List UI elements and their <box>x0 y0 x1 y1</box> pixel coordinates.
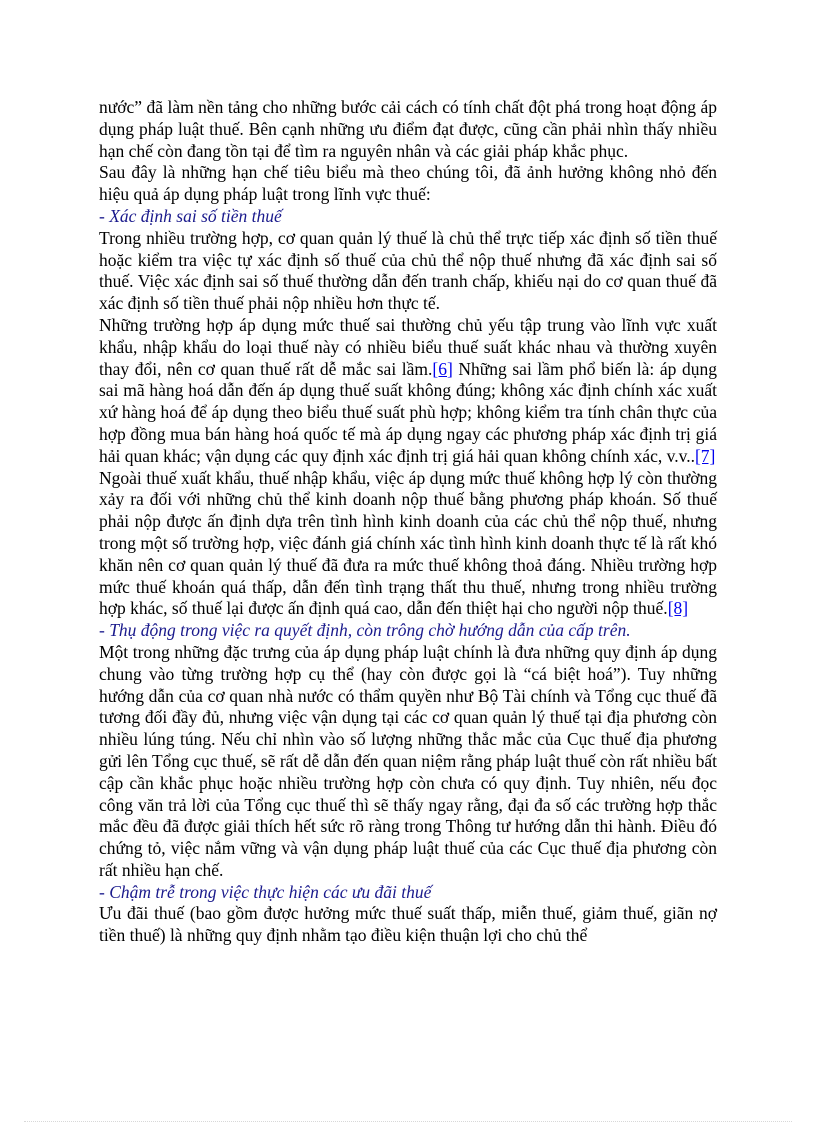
heading-dash: - <box>99 881 110 902</box>
paragraph-7: Ưu đãi thuế (bao gồm được hưởng mức thuế suất thấp, miễn thuế, giảm thuế, giãn nợ tiền thuế) là những quy định nhằm tạo điều kiện thuận lợi cho chủ thể <box>99 903 717 946</box>
page-bottom-divider <box>24 1121 792 1122</box>
paragraph-text: Những trường hợp áp dụng mức thuế sai thường chủ yếu tập trung vào lĩnh vực xuất khẩu, nhập khẩu do loại thuế này có nhiều biểu thuế suất khác nhau và thường xuyên thay đổi, nên cơ quan thuế rất dễ mắc sai lầm. <box>99 314 717 379</box>
paragraph-text: Những sai lầm phổ biến là: áp dụng sai mã hàng hoá dẫn đến áp dụng thuế suất không đúng; không xác định chính xác xuất xứ hàng hoá để áp dụng theo biểu thuế suất phù hợp; không kiểm tra tính chân thực của hợp đồng mua bán hàng hoá quốc tế mà áp dụng ngay các phương pháp xác định trị giá hải quan khác; vận dụng các quy định xác định trị giá hải quan không chính xác, v.v.. <box>99 358 717 466</box>
footnote-link-6[interactable]: [6] <box>432 358 453 379</box>
heading-text: Chậm trễ trong việc thực hiện các ưu đãi thuế <box>109 881 432 902</box>
section-heading-wrong-tax-amount <box>99 206 717 228</box>
paragraph-5 <box>99 468 717 621</box>
document-body <box>99 97 717 947</box>
heading-text: Xác định sai số tiền thuế <box>109 205 282 226</box>
heading-dash: - <box>99 205 110 226</box>
paragraph-6: Một trong những đặc trưng của áp dụng pháp luật chính là đưa những quy định áp dụng chung vào từng trường hợp cụ thể (hay còn được gọi là “cá biệt hoá”). Tuy những hướng dẫn của cơ quan nhà nước có thẩm quyền như Bộ Tài chính và Tổng cục thuế đã tương đối đầy đủ, nhưng việc vận dụng tại các cơ quan quản lý thuế tại địa phương còn nhiều lúng túng. Nếu chỉ nhìn vào số lượng những thắc mắc của Cục thuế địa phương gửi lên Tổng cục thuế, sẽ rất dễ dẫn đến quan niệm rằng pháp luật thuế còn rất nhiều bất cập cần khắc phục hoặc nhiều trường hợp còn chưa có quy định. Tuy nhiên, nếu đọc công văn trả lời của Tổng cục thuế thì sẽ thấy ngay rằng, đại đa số các trường hợp thắc mắc đều đã được giải thích hết sức rõ ràng trong Thông tư hướng dẫn thi hành. Điều đó chứng tỏ, việc nắm vững và vận dụng pháp luật thuế của các Cục thuế địa phương còn rất nhiều hạn chế. <box>99 641 717 880</box>
paragraph-1: nước” đã làm nền tảng cho những bước cải cách có tính chất đột phá trong hoạt động áp dụng pháp luật thuế. Bên cạnh những ưu điểm đạt được, cũng cần phải nhìn thấy nhiều hạn chế còn đang tồn tại để tìm ra nguyên nhân và các giải pháp khắc phục. <box>99 97 717 161</box>
paragraph-text: Ngoài thuế xuất khẩu, thuế nhập khẩu, việc áp dụng mức thuế không hợp lý còn thường xảy ra đối với những chủ thể kinh doanh nộp thuế bằng phương pháp khoán. Số thuế phải nộp được ấn định dựa trên tình hình kinh doanh của các chủ thể nộp thuế, nhưng trong một số trường hợp, việc đánh giá chính xác tình hình kinh doanh thực tế là rất khó khăn nên cơ quan quản lý thuế đã đưa ra mức thuế không thoả đáng. Nhiều trường hợp mức thuế khoán quá thấp, dẫn đến tình trạng thất thu thuế, nhưng trong nhiều trường hợp khác, số thuế lại được ấn định quá cao, dẫn đến thiệt hại cho người nộp thuế. <box>99 467 717 619</box>
heading-text: Thụ động trong việc ra quyết định, còn trông chờ hướng dẫn của cấp trên. <box>109 620 631 641</box>
paragraph-4 <box>99 315 717 468</box>
footnote-link-8[interactable]: [8] <box>667 598 689 619</box>
heading-dash: - <box>99 620 110 641</box>
footnote-link-7[interactable]: [7] <box>694 445 716 466</box>
paragraph-2: Sau đây là những hạn chế tiêu biểu mà theo chúng tôi, đã ảnh hưởng không nhỏ đến hiệu quả áp dụng pháp luật trong lĩnh vực thuế: <box>99 162 717 205</box>
paragraph-3: Trong nhiều trường hợp, cơ quan quản lý thuế là chủ thể trực tiếp xác định số tiền thuế hoặc kiểm tra việc tự xác định số thuế của chủ thể nộp thuế nhưng đã xác định sai số thuế. Việc xác định sai số thuế thường dẫn đến tranh chấp, khiếu nại do cơ quan thuế đã xác định số tiền thuế phải nộp nhiều hơn thực tế. <box>99 227 717 314</box>
section-heading-delayed-incentives <box>99 882 717 904</box>
section-heading-passive-decisions <box>99 620 717 642</box>
